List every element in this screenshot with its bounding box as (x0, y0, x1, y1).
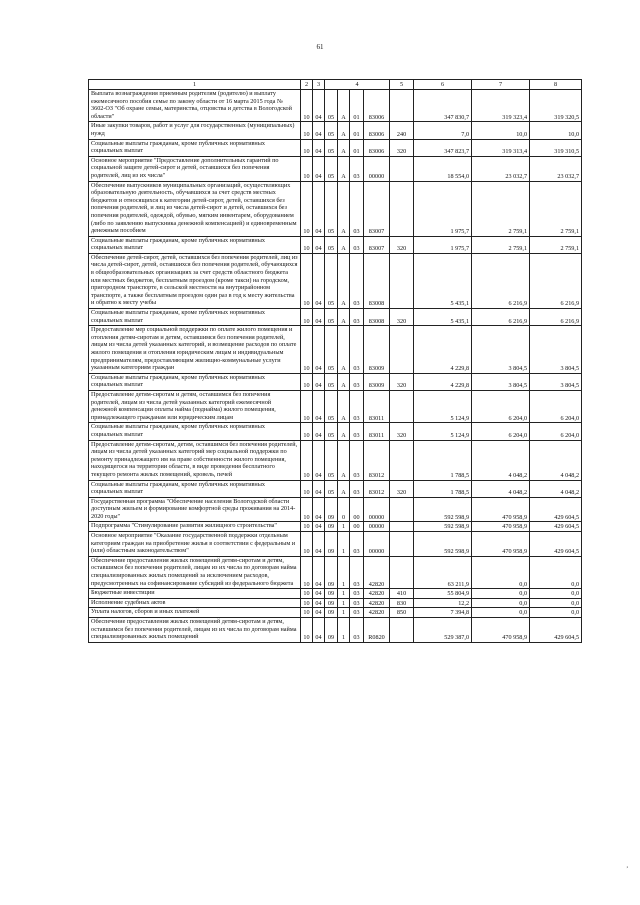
section-code: 10 (301, 556, 313, 588)
subprogram-code: А (338, 423, 350, 440)
subprogram-code: 1 (338, 618, 350, 643)
amount-year-1: 12,2 (414, 598, 472, 608)
program-code: 05 (325, 236, 338, 253)
section-code: 10 (301, 373, 313, 390)
program-code: 09 (325, 608, 338, 618)
activity-code: 03 (350, 181, 364, 236)
direction-code: 00000 (364, 522, 390, 532)
subprogram-code: А (338, 390, 350, 422)
section-code: 10 (301, 309, 313, 326)
subsection-code: 04 (313, 373, 325, 390)
program-code: 05 (325, 181, 338, 236)
amount-year-2: 6 204,0 (472, 390, 530, 422)
table-row (89, 608, 582, 618)
direction-code: 83009 (364, 326, 390, 374)
expense-type-code (390, 90, 414, 122)
activity-code: 03 (350, 309, 364, 326)
program-code: 05 (325, 139, 338, 156)
program-code: 05 (325, 90, 338, 122)
amount-year-3: 4 048,2 (530, 440, 582, 480)
section-code: 10 (301, 522, 313, 532)
amount-year-3: 6 204,0 (530, 390, 582, 422)
program-code: 09 (325, 532, 338, 557)
program-code: 05 (325, 440, 338, 480)
subprogram-code: А (338, 440, 350, 480)
budget-table (88, 79, 582, 643)
direction-code: R0820 (364, 618, 390, 643)
row-description: Уплата налогов, сборов и иных платежей (89, 608, 301, 618)
expense-type-code (390, 440, 414, 480)
amount-year-3: 429 604,5 (530, 618, 582, 643)
table-row (89, 532, 582, 557)
subsection-code: 04 (313, 181, 325, 236)
direction-code: 42820 (364, 608, 390, 618)
amount-year-1: 347 830,7 (414, 90, 472, 122)
subsection-code: 04 (313, 390, 325, 422)
table-row (89, 236, 582, 253)
subsection-code: 04 (313, 90, 325, 122)
subprogram-code: А (338, 181, 350, 236)
table-row (89, 522, 582, 532)
expense-type-code (390, 532, 414, 557)
amount-year-1: 592 598,9 (414, 497, 472, 522)
amount-year-1: 55 804,9 (414, 589, 472, 599)
subprogram-code: А (338, 309, 350, 326)
row-description: Обеспечение предоставления жилых помещений детям-сиротам и детям, оставшимся без попечения родителей, лицам из их числа по договорам найма специализированных жилых помещений (89, 618, 301, 643)
direction-code: 83012 (364, 480, 390, 497)
column-header-4: 4 (325, 80, 390, 90)
activity-code: 03 (350, 236, 364, 253)
amount-year-2: 3 804,5 (472, 326, 530, 374)
activity-code: 01 (350, 139, 364, 156)
expense-type-code: 320 (390, 236, 414, 253)
expense-type-code (390, 326, 414, 374)
expense-type-code: 830 (390, 598, 414, 608)
subprogram-code: 1 (338, 598, 350, 608)
activity-code: 03 (350, 326, 364, 374)
subsection-code: 04 (313, 589, 325, 599)
row-description: Социальные выплаты гражданам, кроме публичных нормативных социальных выплат (89, 236, 301, 253)
amount-year-2: 470 958,9 (472, 618, 530, 643)
amount-year-3: 23 032,7 (530, 156, 582, 181)
table-row (89, 589, 582, 599)
subsection-code: 04 (313, 122, 325, 139)
subprogram-code: 1 (338, 522, 350, 532)
section-code: 10 (301, 589, 313, 599)
program-code: 09 (325, 589, 338, 599)
activity-code: 03 (350, 556, 364, 588)
row-description: Предоставление мер социальной поддержки по оплате жилого помещения и отопления детям-сиротам и детям, оставшимся без попечения родителей, лицам из числа детей указанных категорий, и возмещение расходов по оплате жилого помещения и отопления юридическим лицам и индивидуальным предпринимателям, предоставляющим жилищно-коммунальные услуги указанным категориям граждан (89, 326, 301, 374)
subprogram-code: А (338, 156, 350, 181)
table-row (89, 497, 582, 522)
expense-type-code (390, 253, 414, 308)
amount-year-2: 470 958,9 (472, 522, 530, 532)
row-description: Социальные выплаты гражданам, кроме публичных нормативных социальных выплат (89, 373, 301, 390)
subsection-code: 04 (313, 309, 325, 326)
amount-year-1: 7 394,8 (414, 608, 472, 618)
table-row (89, 390, 582, 422)
amount-year-2: 4 048,2 (472, 440, 530, 480)
amount-year-3: 2 759,1 (530, 181, 582, 236)
column-header-1: 1 (89, 80, 301, 90)
expense-type-code (390, 556, 414, 588)
row-description: Предоставление детям-сиротам и детям, оставшимся без попечения родителей, лицам из числа детей указанных категорий ежемесячной денежной компенсации оплаты найма (поднайма) жилого помещения, принадлежащего гражданам или юридическим лицам (89, 390, 301, 422)
amount-year-2: 10,0 (472, 122, 530, 139)
activity-code: 03 (350, 373, 364, 390)
amount-year-3: 429 604,5 (530, 532, 582, 557)
row-description: Обеспечение детей-сирот, детей, оставшихся без попечения родителей, лиц из числа детей-сирот, детей, оставшихся без попечения родителей, обучающихся в общеобразовательных организациях за счет средств областного бюджета или местных бюджетов, бесплатным проездом (кроме такси) на городском, пригородном транспорте, в сельской местности на внутрирайонном транспорте, а также бесплатным проездом один раз в год к месту жительства и обратно к месту учебы (89, 253, 301, 308)
program-code: 05 (325, 423, 338, 440)
expense-type-code: 320 (390, 480, 414, 497)
amount-year-1: 5 124,9 (414, 390, 472, 422)
subprogram-code: А (338, 90, 350, 122)
program-code: 05 (325, 309, 338, 326)
section-code: 10 (301, 440, 313, 480)
amount-year-3: 0,0 (530, 556, 582, 588)
direction-code: 83008 (364, 309, 390, 326)
expense-type-code: 320 (390, 309, 414, 326)
section-code: 10 (301, 618, 313, 643)
amount-year-2: 0,0 (472, 556, 530, 588)
expense-type-code (390, 390, 414, 422)
direction-code: 83006 (364, 139, 390, 156)
activity-code: 01 (350, 122, 364, 139)
expense-type-code (390, 522, 414, 532)
row-description: Социальные выплаты гражданам, кроме публичных нормативных социальных выплат (89, 139, 301, 156)
activity-code: 00 (350, 497, 364, 522)
amount-year-1: 347 823,7 (414, 139, 472, 156)
subprogram-code: А (338, 253, 350, 308)
section-code: 10 (301, 253, 313, 308)
direction-code: 83007 (364, 181, 390, 236)
table-row (89, 326, 582, 374)
activity-code: 03 (350, 589, 364, 599)
row-description: Основное мероприятие "Предоставление дополнительных гарантий по социальной защите детей-сирот и детей, оставшихся без попечения родителей, лиц из их числа" (89, 156, 301, 181)
program-code: 05 (325, 122, 338, 139)
amount-year-3: 0,0 (530, 598, 582, 608)
amount-year-1: 592 598,9 (414, 522, 472, 532)
amount-year-3: 429 604,5 (530, 522, 582, 532)
expense-type-code: 320 (390, 373, 414, 390)
expense-type-code: 320 (390, 139, 414, 156)
subsection-code: 04 (313, 598, 325, 608)
amount-year-3: 10,0 (530, 122, 582, 139)
program-code: 09 (325, 497, 338, 522)
amount-year-1: 4 229,8 (414, 326, 472, 374)
section-code: 10 (301, 608, 313, 618)
activity-code: 01 (350, 90, 364, 122)
amount-year-3: 319 310,5 (530, 139, 582, 156)
amount-year-3: 4 048,2 (530, 480, 582, 497)
program-code: 09 (325, 522, 338, 532)
activity-code: 03 (350, 598, 364, 608)
expense-type-code (390, 181, 414, 236)
amount-year-1: 529 387,0 (414, 618, 472, 643)
amount-year-3: 3 804,5 (530, 373, 582, 390)
subprogram-code: 0 (338, 497, 350, 522)
amount-year-2: 470 958,9 (472, 532, 530, 557)
amount-year-1: 1 975,7 (414, 236, 472, 253)
direction-code: 83011 (364, 390, 390, 422)
table-row (89, 423, 582, 440)
amount-year-1: 5 124,9 (414, 423, 472, 440)
corner-mark: , (626, 863, 628, 869)
subsection-code: 04 (313, 497, 325, 522)
table-header-row (89, 80, 582, 90)
subprogram-code: А (338, 122, 350, 139)
amount-year-2: 319 313,4 (472, 139, 530, 156)
direction-code: 83007 (364, 236, 390, 253)
direction-code: 83008 (364, 253, 390, 308)
section-code: 10 (301, 181, 313, 236)
amount-year-1: 592 598,9 (414, 532, 472, 557)
activity-code: 03 (350, 618, 364, 643)
subsection-code: 04 (313, 423, 325, 440)
subprogram-code: А (338, 139, 350, 156)
direction-code: 42820 (364, 556, 390, 588)
amount-year-1: 1 788,5 (414, 480, 472, 497)
amount-year-1: 7,0 (414, 122, 472, 139)
amount-year-2: 0,0 (472, 598, 530, 608)
amount-year-3: 6 216,9 (530, 309, 582, 326)
table-row (89, 309, 582, 326)
row-description: Государственная программа "Обеспечение населения Вологодской области доступным жильем и формирование комфортной среды проживания на 2014-2020 годы" (89, 497, 301, 522)
amount-year-1: 1 975,7 (414, 181, 472, 236)
section-code: 10 (301, 532, 313, 557)
program-code: 05 (325, 326, 338, 374)
amount-year-1: 5 435,1 (414, 253, 472, 308)
activity-code: 03 (350, 423, 364, 440)
subsection-code: 04 (313, 556, 325, 588)
row-description: Основное мероприятие "Оказание государственной поддержки отдельным категориям граждан на приобретение жилья в соответствии с федеральным и (или) областным законодательством" (89, 532, 301, 557)
amount-year-2: 319 323,4 (472, 90, 530, 122)
amount-year-3: 0,0 (530, 608, 582, 618)
column-header-2: 2 (301, 80, 313, 90)
direction-code: 83012 (364, 440, 390, 480)
amount-year-2: 23 032,7 (472, 156, 530, 181)
direction-code: 83011 (364, 423, 390, 440)
subsection-code: 04 (313, 522, 325, 532)
table-row (89, 90, 582, 122)
amount-year-1: 5 435,1 (414, 309, 472, 326)
amount-year-3: 2 759,1 (530, 236, 582, 253)
page-number: 61 (316, 43, 324, 51)
program-code: 05 (325, 480, 338, 497)
section-code: 10 (301, 236, 313, 253)
direction-code: 42820 (364, 598, 390, 608)
row-description: Иные закупки товаров, работ и услуг для государственных (муниципальных) нужд (89, 122, 301, 139)
activity-code: 00 (350, 522, 364, 532)
subsection-code: 04 (313, 618, 325, 643)
section-code: 10 (301, 122, 313, 139)
expense-type-code: 410 (390, 589, 414, 599)
row-description: Социальные выплаты гражданам, кроме публичных нормативных социальных выплат (89, 309, 301, 326)
direction-code: 83009 (364, 373, 390, 390)
row-description: Выплата вознаграждения приемным родителям (родителю) и выплату ежемесячного пособия семье по закону области от 16 марта 2015 года № 3602-ОЗ "Об охране семьи, материнства, отцовства и детства в Вологодской области" (89, 90, 301, 122)
table-row (89, 556, 582, 588)
program-code: 05 (325, 253, 338, 308)
subsection-code: 04 (313, 253, 325, 308)
amount-year-2: 6 216,9 (472, 253, 530, 308)
section-code: 10 (301, 326, 313, 374)
table-row (89, 373, 582, 390)
table-row (89, 122, 582, 139)
expense-type-code: 850 (390, 608, 414, 618)
activity-code: 03 (350, 156, 364, 181)
subprogram-code: 1 (338, 532, 350, 557)
table-row (89, 440, 582, 480)
activity-code: 03 (350, 440, 364, 480)
direction-code: 00000 (364, 532, 390, 557)
direction-code: 00000 (364, 156, 390, 181)
subsection-code: 04 (313, 326, 325, 374)
activity-code: 03 (350, 390, 364, 422)
section-code: 10 (301, 598, 313, 608)
subprogram-code: 1 (338, 589, 350, 599)
program-code: 09 (325, 556, 338, 588)
subsection-code: 04 (313, 532, 325, 557)
expense-type-code: 240 (390, 122, 414, 139)
amount-year-3: 319 320,5 (530, 90, 582, 122)
amount-year-3: 6 216,9 (530, 253, 582, 308)
amount-year-2: 470 958,9 (472, 497, 530, 522)
amount-year-2: 0,0 (472, 608, 530, 618)
section-code: 10 (301, 423, 313, 440)
table-row (89, 598, 582, 608)
column-header-7: 7 (472, 80, 530, 90)
amount-year-1: 63 211,9 (414, 556, 472, 588)
row-description: Бюджетные инвестиции (89, 589, 301, 599)
activity-code: 03 (350, 608, 364, 618)
column-header-3: 3 (313, 80, 325, 90)
amount-year-3: 0,0 (530, 589, 582, 599)
table-row (89, 480, 582, 497)
subsection-code: 04 (313, 440, 325, 480)
amount-year-2: 6 216,9 (472, 309, 530, 326)
column-header-5: 5 (390, 80, 414, 90)
amount-year-2: 0,0 (472, 589, 530, 599)
subprogram-code: А (338, 326, 350, 374)
table-row (89, 139, 582, 156)
subsection-code: 04 (313, 236, 325, 253)
subprogram-code: А (338, 236, 350, 253)
activity-code: 03 (350, 532, 364, 557)
amount-year-2: 2 759,1 (472, 236, 530, 253)
amount-year-3: 429 604,5 (530, 497, 582, 522)
subsection-code: 04 (313, 480, 325, 497)
subprogram-code: 1 (338, 556, 350, 588)
subprogram-code: А (338, 373, 350, 390)
direction-code: 83006 (364, 90, 390, 122)
table-row (89, 156, 582, 181)
section-code: 10 (301, 156, 313, 181)
amount-year-1: 4 229,8 (414, 373, 472, 390)
activity-code: 03 (350, 480, 364, 497)
section-code: 10 (301, 390, 313, 422)
amount-year-3: 6 204,0 (530, 423, 582, 440)
program-code: 05 (325, 373, 338, 390)
amount-year-2: 6 204,0 (472, 423, 530, 440)
row-description: Обеспечение выпускников муниципальных организаций, осуществляющих образовательную деятельность, обучавшихся за счет средств местных бюджетов и относящихся к категории детей-сирот, детей, оставшихся без попечения родителей, и лиц из числа детей-сирот и детей, оставшихся без попечения родителей, одеждой, обувью, мягким инвентарем, оборудованием (либо по заявлению выпускника денежной компенсацией) и единовременным денежным пособием (89, 181, 301, 236)
program-code: 05 (325, 156, 338, 181)
subprogram-code: 1 (338, 608, 350, 618)
expense-type-code (390, 497, 414, 522)
section-code: 10 (301, 497, 313, 522)
section-code: 10 (301, 139, 313, 156)
amount-year-1: 1 788,5 (414, 440, 472, 480)
expense-type-code: 320 (390, 423, 414, 440)
amount-year-2: 4 048,2 (472, 480, 530, 497)
subsection-code: 04 (313, 608, 325, 618)
section-code: 10 (301, 90, 313, 122)
row-description: Подпрограмма "Стимулирование развития жилищного строительства" (89, 522, 301, 532)
amount-year-2: 2 759,1 (472, 181, 530, 236)
table-body (89, 80, 582, 643)
direction-code: 83006 (364, 122, 390, 139)
subsection-code: 04 (313, 156, 325, 181)
column-header-6: 6 (414, 80, 472, 90)
row-description: Социальные выплаты гражданам, кроме публичных нормативных социальных выплат (89, 480, 301, 497)
program-code: 05 (325, 390, 338, 422)
expense-type-code (390, 156, 414, 181)
amount-year-3: 3 804,5 (530, 326, 582, 374)
direction-code: 42820 (364, 589, 390, 599)
direction-code: 00000 (364, 497, 390, 522)
subsection-code: 04 (313, 139, 325, 156)
row-description: Обеспечение предоставления жилых помещений детям-сиротам и детям, оставшимся без попечения родителей, лицам из их числа по договорам найма специализированных жилых помещений за исключением расходов, предусмотренных на софинансирование субсидий из федерального бюджета (89, 556, 301, 588)
table-row (89, 618, 582, 643)
table-row (89, 181, 582, 236)
column-header-8: 8 (530, 80, 582, 90)
program-code: 09 (325, 618, 338, 643)
program-code: 09 (325, 598, 338, 608)
row-description: Социальные выплаты гражданам, кроме публичных нормативных социальных выплат (89, 423, 301, 440)
amount-year-2: 3 804,5 (472, 373, 530, 390)
row-description: Исполнение судебных актов (89, 598, 301, 608)
expense-type-code (390, 618, 414, 643)
table-row (89, 253, 582, 308)
row-description: Предоставление детям-сиротам, детям, оставшимся без попечения родителей, лицам из числа детей указанных категорий мер социальной поддержки по ремонту принадлежащего им на праве собственности жилого помещения, находящегося на территории области, в виде проведения бесплатного текущего ремонта жилых помещений, кровель, печей (89, 440, 301, 480)
activity-code: 03 (350, 253, 364, 308)
subprogram-code: А (338, 480, 350, 497)
section-code: 10 (301, 480, 313, 497)
amount-year-1: 18 554,0 (414, 156, 472, 181)
